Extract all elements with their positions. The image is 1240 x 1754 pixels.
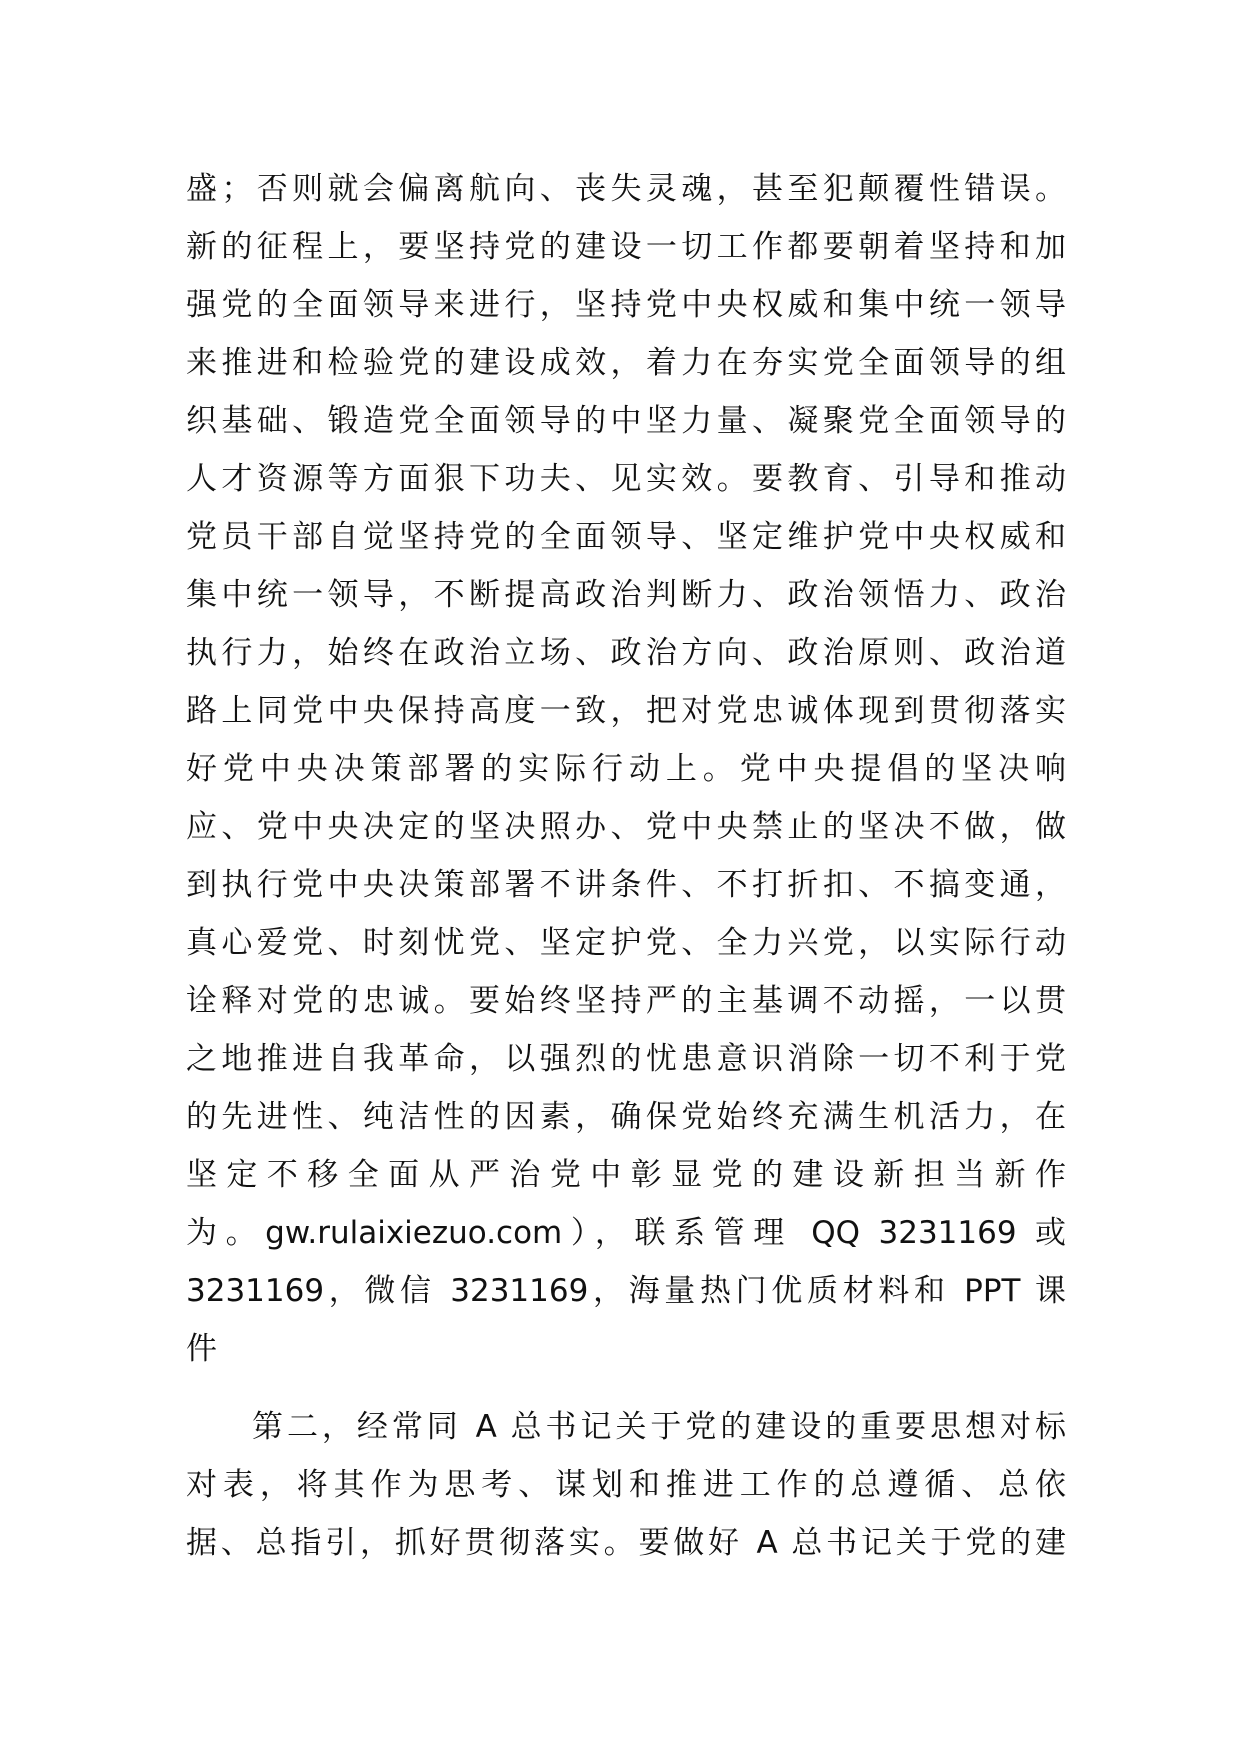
text-line: 盛；否则就会偏离航向、丧失灵魂，甚至犯颠覆性错误。 <box>186 171 1066 207</box>
paragraph-2 <box>186 1398 1066 1572</box>
document-body <box>186 160 1066 1572</box>
text-line: 件 <box>186 1331 217 1367</box>
text-line: 好党中央决策部署的实际行动上。党中央提倡的坚决响 <box>186 751 1066 787</box>
text-line: 为。gw.rulaixiezuo.com），联系管理 QQ 3231169 或 <box>186 1215 1066 1251</box>
text-line: 坚定不移全面从严治党中彰显党的建设新担当新作 <box>186 1157 1066 1193</box>
text-line: 对表，将其作为思考、谋划和推进工作的总遵循、总依 <box>186 1467 1066 1503</box>
text-line: 3231169，微信 3231169，海量热门优质材料和 PPT 课 <box>186 1273 1066 1309</box>
text-line: 党员干部自觉坚持党的全面领导、坚定维护党中央权威和 <box>186 519 1066 555</box>
text-line: 新的征程上，要坚持党的建设一切工作都要朝着坚持和加 <box>186 229 1066 265</box>
text-line: 来推进和检验党的建设成效，着力在夯实党全面领导的组 <box>186 345 1066 381</box>
text-line: 人才资源等方面狠下功夫、见实效。要教育、引导和推动 <box>186 461 1066 497</box>
text-line: 应、党中央决定的坚决照办、党中央禁止的坚决不做，做 <box>186 809 1066 845</box>
text-line: 到执行党中央决策部署不讲条件、不打折扣、不搞变通， <box>186 867 1066 903</box>
text-line: 强党的全面领导来进行，坚持党中央权威和集中统一领导 <box>186 287 1066 323</box>
text-line: 织基础、锻造党全面领导的中坚力量、凝聚党全面领导的 <box>186 403 1066 439</box>
text-line: 据、总指引，抓好贯彻落实。要做好 A 总书记关于党的建 <box>186 1525 1066 1561</box>
text-line: 第二，经常同 A 总书记关于党的建设的重要思想对标 <box>252 1409 1066 1445</box>
paragraph-1 <box>186 160 1066 1378</box>
text-line: 路上同党中央保持高度一致，把对党忠诚体现到贯彻落实 <box>186 693 1066 729</box>
text-line: 真心爱党、时刻忧党、坚定护党、全力兴党，以实际行动 <box>186 925 1066 961</box>
text-line: 集中统一领导，不断提高政治判断力、政治领悟力、政治 <box>186 577 1066 613</box>
text-line: 执行力，始终在政治立场、政治方向、政治原则、政治道 <box>186 635 1066 671</box>
text-line: 的先进性、纯洁性的因素，确保党始终充满生机活力，在 <box>186 1099 1066 1135</box>
paragraph-spacer <box>186 1378 1066 1398</box>
text-line: 之地推进自我革命，以强烈的忧患意识消除一切不利于党 <box>186 1041 1066 1077</box>
text-line: 诠释对党的忠诚。要始终坚持严的主基调不动摇，一以贯 <box>186 983 1066 1019</box>
